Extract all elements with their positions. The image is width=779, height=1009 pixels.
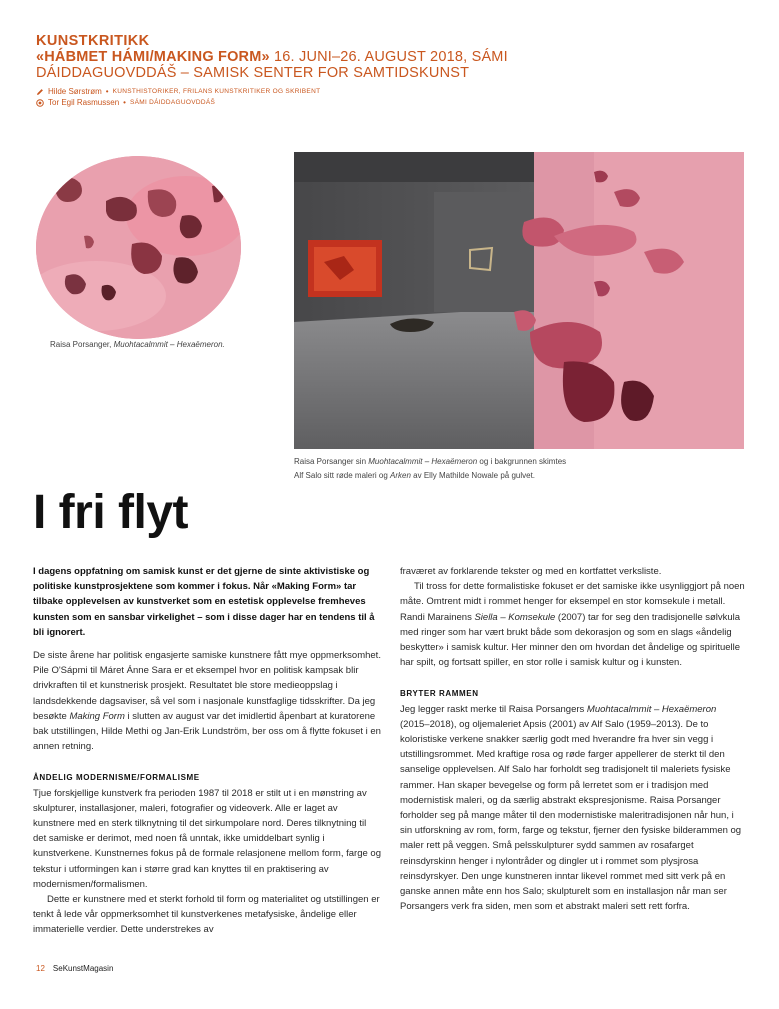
paragraph: De siste årene har politisk engasjerte samiske kunstnere fått mye oppmerksomhet. Pile O'Sápmi til Máret Ánne Sara er et eksempel hvor en politisk kampsak blir drivkraften til et kunstnerisk prosjekt. Resultatet ble store medieoppslag i landsdekkende dagsaviser, så vel som i nasjonale kunstfaglige tidsskrifter. Da jeg besøkte Making Form i slutten av august var det imidlertid åpenbart at kuratorene bak utstillingen, Hilde Methi og Jan-Erik Lundström, ber oss om å flytte fokuset i en annen retning. (33, 650, 381, 753)
gallery-installation-photo (294, 152, 744, 449)
author-role: KUNSTHISTORIKER, FRILANS KUNSTKRITIKER OG SKRIBENT (112, 88, 321, 95)
subheading: BRYTER RAMMEN (400, 689, 479, 699)
page-footer (36, 964, 113, 973)
headline-details: 16. JUNI–26. AUGUST 2018, SÁMI DÁIDDAGUOVDDÁŠ – SAMISK SENTER FOR SAMTIDSKUNST (36, 49, 508, 81)
author-name: Hilde Sørstrøm (48, 87, 102, 96)
photographer-name: Tor Egil Rasmussen (48, 98, 120, 107)
headline-exhibition: «HÁBMET HÁMI/MAKING FORM» (36, 49, 270, 65)
subheading: ÅNDELIG MODERNISME/FORMALISME (33, 773, 200, 783)
article-column-right (400, 564, 745, 914)
paragraph: Til tross for dette formalistiske fokuset er det samiske ikke usynliggjort på noen måte. Omtrent midt i rommet henger for eksempel en stor komsekule i metall. Randi Marainens Siella – Komsekule (2007) tar for seg den tradisjonelle sølvkula med ringer som har vært brukt både som dekorasjon og som en slags «åndelig beskytter» i samisk kultur. Her minner den om hvordan det åndelige og spirituelle har spilt, og fortsatt spiller, en stor rolle i samisk kultur og i kunsten. (400, 581, 745, 669)
byline-photographer: Tor Egil Rasmussen • SÁMI DÁIDDAGUOVDDÁŠ (36, 98, 215, 107)
byline-author: Hilde Sørstrøm • KUNSTHISTORIKER, FRILANS KUNSTKRITIKER OG SKRIBENT (36, 87, 320, 96)
article-headline (36, 49, 636, 81)
paragraph: fraværet av forklarende tekster og med en kortfattet verksliste. (400, 566, 662, 577)
left-image-caption: Raisa Porsanger, Muohtacalmmit – Hexaëmeron. (50, 340, 225, 349)
article-column-left (33, 564, 381, 938)
paragraph: Jeg legger raskt merke til Raisa Porsangers Muohtacalmmit – Hexaëmeron (2015–2018), og oljemaleriet Apsis (2001) av Alf Salo (1959–2013). De to koloristiske verkene snakker særlig godt med hverandre fra hver sin vegg i utstillingsrommet. Med kraftige rosa og røde farger appellerer de sterkt til den sanselige opplevelsen. Alf Salo har forholdt seg tradisjonelt til maleriets fysiske rammer. Han skaper bevegelse og form på lerretet som er i tradisjon med modernistisk maleri, og da særlig abstrakt ekspresjonisme. Raisa Porsanger forholder seg på mange måter til den modernistiske maleritradisjonen når hun, i sin utforskning av rom, form, farge og tekstur, fjerner den fysiske bilderammen og maler rett på veggen. Små pelsskulpturer sydd sammen av rosafarget reinsdyrskinn henger i nylontråder og dingler ut i rommet som plysjrosa reinsdyrskyer. Den unge kunstneren inntar likevel rommet med sitt verk på en ganske annen måte enn hos Salo; skulpturelt som en installasjon når man ser Porsangers verk fra siden, men som et abstrakt maleri sett rett forfra. (400, 703, 742, 913)
paragraph: Dette er kunstnere med et sterkt forhold til form og materialitet og utstillingen er tenkt å lede vår oppmerksomhet til kunstverkenes metafysiske, åndelige eller immaterielle verdier. Dette understrekes av (33, 894, 380, 936)
article-title: I fri flyt (33, 486, 189, 539)
article-lead: I dagens oppfatning om samisk kunst er det gjerne de sinte aktivistiske og politiske kunstprosjektene som kommer i fokus. Når «Making Form» tar tilbake opplevelsen av kunstverket som en estetisk opplevelse fremheves kunsten som en sansbar virkelighet – som i disse dager har en tendens til å bli ignorert. (33, 566, 375, 638)
artwork-detail-image (36, 156, 241, 339)
paragraph: Tjue forskjellige kunstverk fra perioden 1987 til 2018 er stilt ut i en mønstring av skulpturer, installasjoner, maleri, fotografier og videoverk. Alle er laget av kunstnere med en sterk tilknytning til det sirkumpolare nord. Deres tilknytning til det samiske er derimot, med noen få unntak, ikke umiddelbart synlig i kunstverkene. Kunstnernes fokus på de formale relasjonene mellom form, farge og tekstur i utformingen kan i større grad kan knyttes til en praktisering av modernismen/formalismen. (33, 787, 381, 890)
photographer-role: SÁMI DÁIDDAGUOVDDÁŠ (129, 99, 216, 106)
pencil-icon (36, 88, 44, 96)
magazine-name: SeKunstMagasin (52, 964, 114, 973)
section-kicker: KUNSTKRITIKK (36, 33, 150, 49)
right-image-caption: Raisa Porsanger sin Muohtacalmmit – Hexaëmeron og i bakgrunnen skimtes Alf Salo sitt røde maleri og Arken av Elly Mathilde Nowale på gulvet. (294, 457, 567, 480)
page-number: 12 (36, 964, 45, 973)
camera-icon (36, 99, 44, 107)
